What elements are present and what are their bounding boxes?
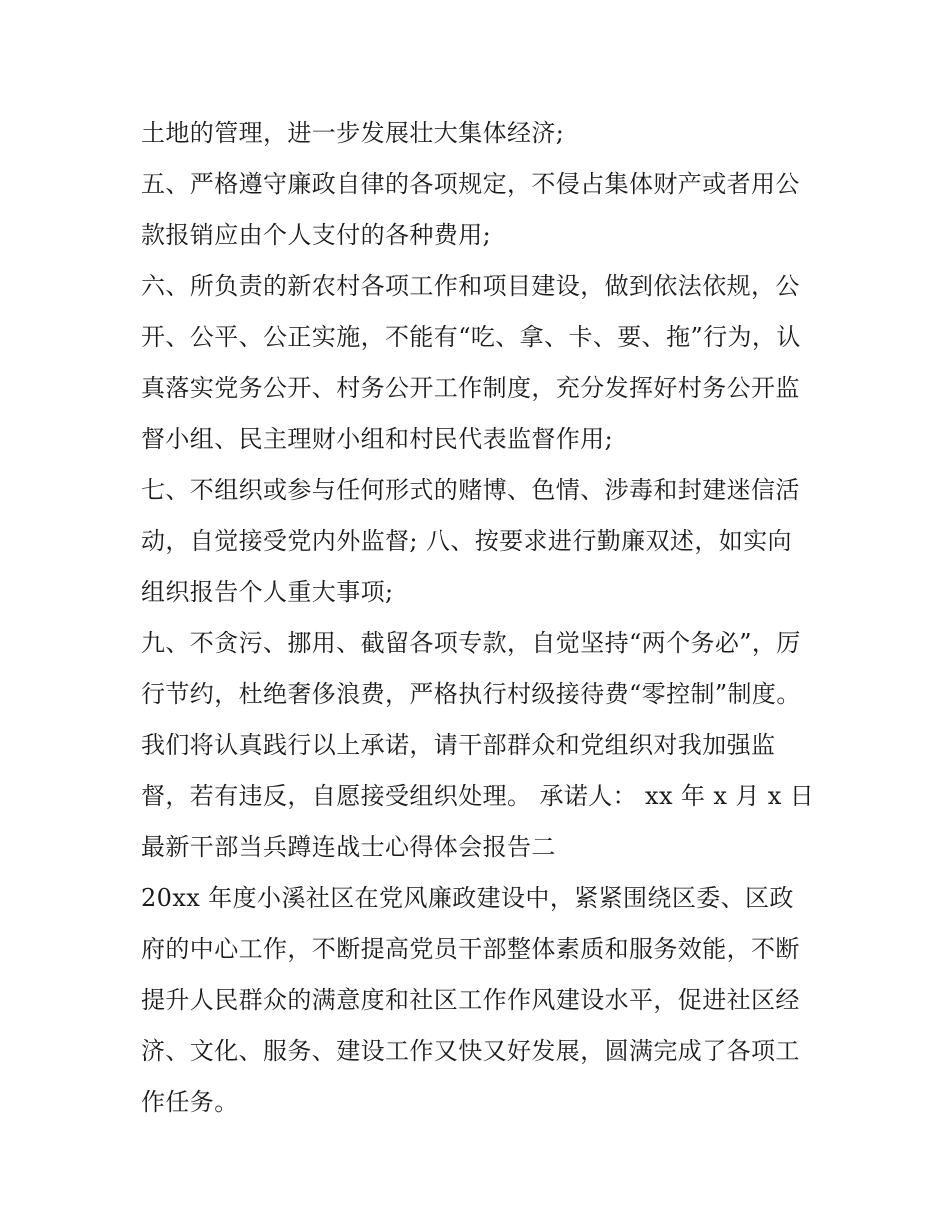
text-line: 督小组、民主理财小组和村民代表监督作用; <box>141 425 614 453</box>
text-line: 提升人民群众的满意度和社区工作作风建设水平，促进社区经 <box>141 986 800 1014</box>
text-line: 土地的管理，进一步发展壮大集体经济; <box>141 119 565 147</box>
text-line: 20xx 年度小溪社区在党风廉政建设中，紧紧围绕区委、区政 <box>141 884 794 912</box>
text-line: 九、不贪污、挪用、截留各项专款，自觉坚持“两个务必”，厉 <box>141 629 801 657</box>
text-line: 我们将认真践行以上承诺，请干部群众和党组织对我加强监 <box>141 731 776 759</box>
text-line: 济、文化、服务、建设工作又快又好发展，圆满完成了各项工 <box>141 1037 800 1065</box>
text-line: 行节约，杜绝奢侈浪费，严格执行村级接待费“零控制”制度。 <box>141 680 801 708</box>
text-line: 督，若有违反，自愿接受组织处理。 承诺人： xx 年 x 月 x 日 <box>141 782 815 810</box>
text-line: 组织报告个人重大事项; <box>141 578 394 606</box>
text-line: 府的中心工作，不断提高党员干部整体素质和服务效能，不断 <box>141 935 800 963</box>
text-line: 真落实党务公开、村务公开工作制度，充分发挥好村务公开监 <box>141 374 800 402</box>
text-line: 六、所负责的新农村各项工作和项目建设，做到依法依规，公 <box>141 272 800 300</box>
text-line: 款报销应由个人支付的各种费用; <box>141 221 492 249</box>
document-body <box>141 108 821 1128</box>
text-line: 作任务。 <box>141 1088 239 1116</box>
section-heading: 最新干部当兵蹲连战士心得体会报告二 <box>141 833 556 861</box>
text-line: 动，自觉接受党内外监督; 八、按要求进行勤廉双述，如实向 <box>141 527 792 555</box>
text-line: 五、严格遵守廉政自律的各项规定，不侵占集体财产或者用公 <box>141 170 800 198</box>
text-line: 七、不组织或参与任何形式的赌博、色情、涉毒和封建迷信活 <box>141 476 800 504</box>
text-line: 开、公平、公正实施，不能有“吃、拿、卡、要、拖”行为，认 <box>141 323 801 351</box>
